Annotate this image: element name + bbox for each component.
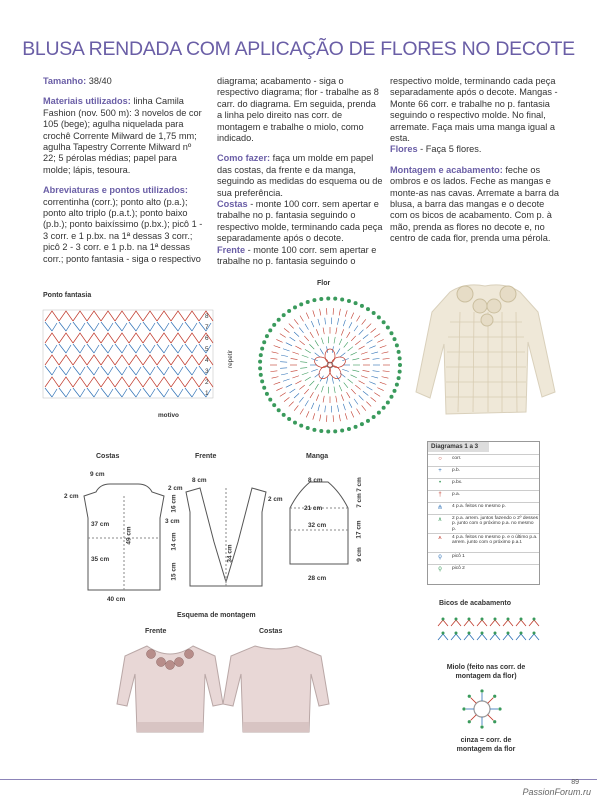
legend-symbol-icon: ○ (438, 456, 442, 462)
motivo-label: motivo (158, 412, 179, 419)
legend-symbol-icon: ϙ (438, 566, 442, 572)
watermark: PassionForum.ru (522, 787, 591, 797)
legend-symbol-icon: ϙ (438, 554, 442, 560)
costas-label: Costas (217, 199, 248, 210)
tamanho-label: Tamanho: (43, 76, 87, 86)
frente-m5: 15 cm (170, 562, 178, 581)
legend-text: picô 1 (452, 554, 465, 559)
frente-label: Frente (217, 244, 246, 255)
col2-intro: diagrama; acabamento - siga o respectivo diagrama; flor - trabalhe as 8 carr. do diagrama. Em seguida, prenda a linha pelo direito nas corr. de montagem e trabalhe o miolo, como indicado. (217, 76, 379, 144)
flores-value: - Faça 5 flores. (417, 144, 482, 155)
tamanho-value: 38/40 (86, 76, 112, 86)
costas-m2: 37 cm (91, 521, 110, 528)
legend-divider (428, 564, 539, 565)
row-number: 3 (205, 368, 209, 375)
row-number: 1 (205, 390, 209, 397)
costas-m5: 40 cm (107, 596, 126, 603)
legend-text: p.bx. (452, 480, 463, 485)
legend-symbol-icon: • (438, 480, 442, 486)
materiais-label: Materiais utilizados: (43, 96, 131, 107)
frente-mold-label: Frente (195, 453, 217, 460)
frente-m3: 3 cm (165, 518, 180, 525)
legend-text: 4 p.a. feitos no mesmo p. (452, 504, 506, 509)
esquema-frente-label: Frente (145, 628, 167, 635)
montagem-value: feche os ombros e os lados. Feche as mangas e monte-as nas cavas. Arremate a barra da blusa, a barra das mangas e o decote com os bicos de acabamento. Com p. à mão, prenda as flores no decote e, no centro de cada flor, prenda uma pérola. (390, 164, 560, 244)
legend-divider (428, 490, 539, 491)
legend-text: p.a. (452, 492, 461, 497)
flor-label: Flor (317, 280, 331, 287)
row-number: 4 (205, 357, 209, 364)
manga-m1: 7 cm (355, 477, 363, 492)
legend-text: 4 p.a. feitos no mesmo p. e o último p.a. arrem. junto com o próximo p.a.t. (452, 535, 538, 546)
esquema-costas-figure (221, 640, 331, 735)
esquema-costas-label: Costas (259, 628, 283, 635)
page-number: 89 (571, 779, 579, 786)
row-number: 7 (205, 324, 209, 331)
frente-m0: 8 cm (192, 477, 207, 484)
manga-mold-label: Manga (306, 453, 329, 460)
frente-m1: 2 cm (168, 485, 183, 492)
legend-divider (428, 454, 539, 455)
manga-m7: 28 cm (308, 575, 327, 582)
legend-divider (428, 552, 539, 553)
costas-m3: 49 cm (125, 526, 133, 545)
miolo-label-1: Miolo (feito nas corr. de (446, 664, 526, 671)
costas-m1: 2 cm (64, 493, 79, 500)
materiais-value: linha Camila Fashion (nov. 500 m): 3 novelos de cor 105 (bege); agulha niquelada para crochê Corrente Milward de 1,75 mm; agulha Tapestry Corrente Milward nº 22; 5 pérolas médias; papel para molde; lápis, tesoura. (43, 96, 202, 175)
legend-text: picô 2 (452, 566, 465, 571)
legend-text: p.b. (452, 468, 461, 473)
como-fazer-value: faça um molde em papel das costas, da frente e da manga, seguindo as medidas do esquema ou de sua preferência. (217, 153, 383, 198)
legend-divider (428, 478, 539, 479)
costas-mold (84, 478, 164, 598)
text-column-1 (43, 76, 206, 274)
abreviaturas-label: Abreviaturas e pontos utilizados: (43, 185, 188, 196)
manga-m8: 2 cm (268, 496, 283, 503)
text-column-3 (390, 76, 560, 254)
frente-m2: 16 cm (170, 494, 178, 513)
legend-symbol-icon: ∧ (437, 517, 443, 523)
row-number: 8 (205, 313, 209, 320)
miolo-label-2: montagem da flor) (455, 673, 517, 680)
bicos-label: Bicos de acabamento (439, 600, 511, 607)
legend-text: 2 p.a. arrem. juntos fazendo o 2º desses p. junto com o próximo p.a. no mesmo p. (452, 516, 539, 532)
esquema-label: Esquema de montagem (177, 612, 256, 619)
frente-mold (186, 482, 266, 592)
page-title: BLUSA RENDADA COM APLICAÇÃO DE FLORES NO DECOTE (22, 38, 575, 60)
bicos-diagram (436, 612, 546, 644)
text-column-2 (217, 76, 383, 277)
legend-divider (428, 533, 539, 534)
row-number: 6 (205, 335, 209, 342)
col3-intro: respectivo molde, terminando cada peça separadamente após o decote. Mangas - Monte 66 corr. e trabalhe no p. fantasia seguindo o respectivo molde. No final, arremate. Faça mais uma manga igual a esta. (390, 76, 558, 144)
frente-value: - monte 100 corr. sem apertar e trabalhe no p. fantasia seguindo o (217, 244, 377, 267)
legend-divider (428, 502, 539, 503)
cinza-label-2: montagem da flor (456, 746, 516, 753)
manga-m2: 7 cm (355, 493, 363, 508)
legend-box (427, 441, 540, 585)
row-number: 5 (205, 346, 209, 353)
costas-mold-label: Costas (96, 453, 120, 460)
manga-m3: 17 cm (355, 520, 363, 539)
legend-title: Diagramas 1 a 3 (428, 442, 489, 452)
costas-m0: 9 cm (90, 471, 105, 478)
cinza-label-1: cinza = corr. de (460, 737, 512, 744)
footer-line (0, 779, 597, 780)
montagem-label: Montagem e acabamento: (390, 164, 503, 175)
frente-m6: 34 cm (226, 544, 234, 563)
blouse-photo (410, 272, 560, 437)
legend-symbol-icon: † (438, 492, 442, 498)
como-fazer-label: Como fazer: (217, 153, 271, 164)
legend-text: corr. (452, 456, 462, 461)
legend-divider (428, 466, 539, 467)
manga-m5: 21 cm (304, 505, 323, 512)
manga-m6: 32 cm (308, 522, 327, 529)
repetir-label: repetir (227, 349, 234, 368)
manga-m0: 8 cm (308, 477, 323, 484)
manga-m4: 9 cm (355, 547, 363, 562)
esquema-frente-figure (115, 640, 225, 735)
costas-value: - monte 100 corr. sem apertar e trabalhe no p. fantasia seguindo o respectivo molde, terminando cada peça separadamente após o decote. (217, 199, 383, 244)
legend-divider (428, 514, 539, 515)
ponto-fantasia-label: Ponto fantasia (43, 292, 92, 299)
costas-m4: 35 cm (91, 556, 110, 563)
legend-symbol-icon: ⋔ (437, 505, 443, 511)
legend-symbol-icon: ⩚ (438, 535, 442, 541)
ponto-fantasia-diagram (43, 310, 218, 410)
row-number: 2 (205, 379, 209, 386)
abreviaturas-value: correntinha (corr.); ponto alto (p.a.); ponto alto triplo (p.a.t.); ponto baixo (p.b.); ponto baixíssimo (p.bx.); picô 1 - 3 corr. e 1 p.bx. na 1ª dessas 3 corr.; picô 2 - 3 corr. e 1 p.b. na 1ª dessas corr.; ponto fantasia - siga o respectivo (43, 196, 203, 264)
flor-diagram (250, 290, 410, 440)
flores-label: Flores (390, 144, 418, 155)
miolo-diagram (452, 684, 512, 734)
legend-symbol-icon: + (438, 468, 442, 474)
frente-m4: 14 cm (170, 532, 178, 551)
